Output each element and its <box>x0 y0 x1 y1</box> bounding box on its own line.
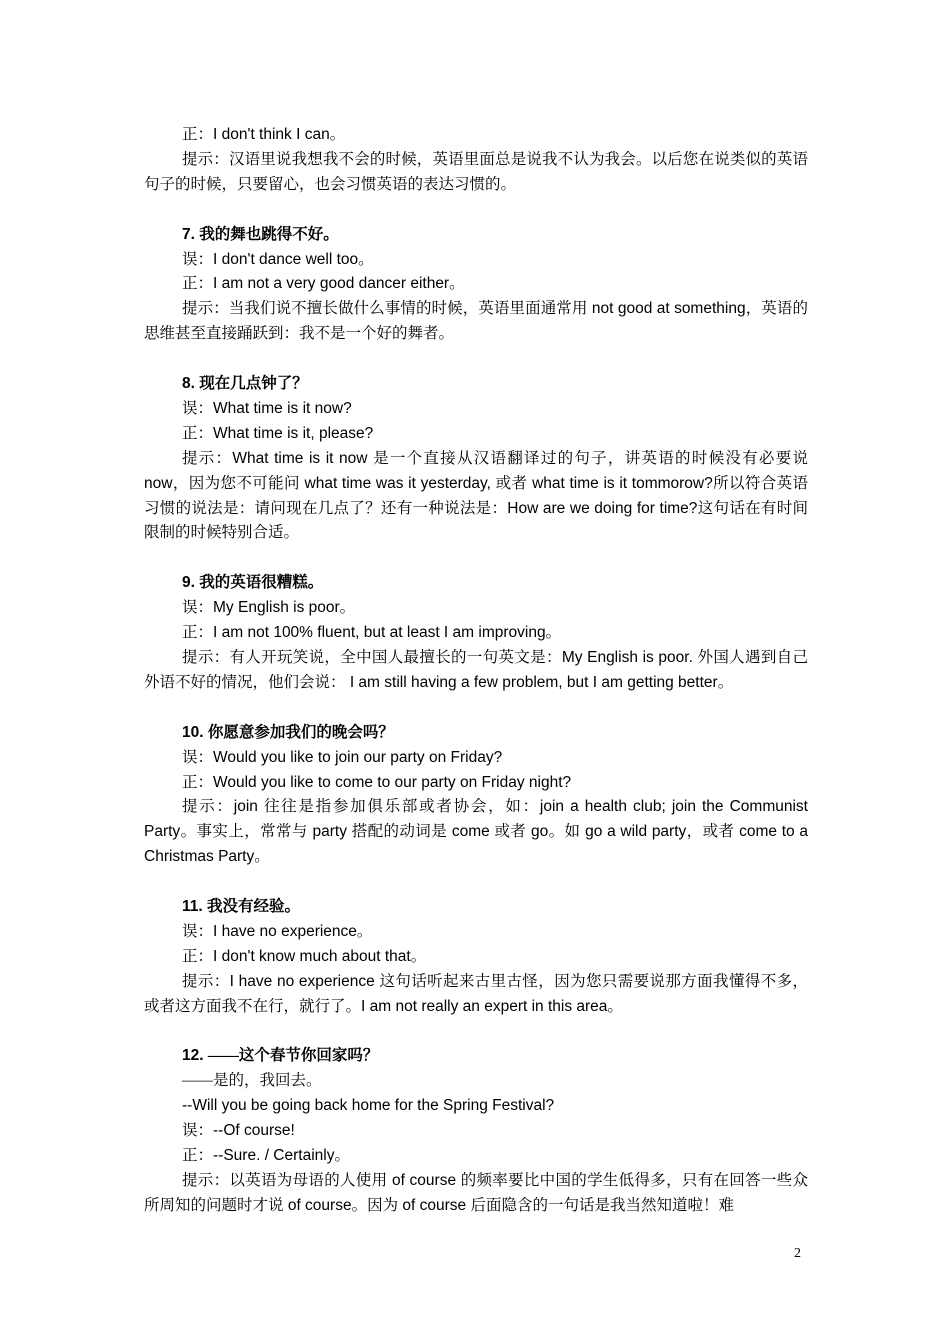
paragraph: 正：--Sure. / Certainly。 <box>182 1147 350 1165</box>
paragraph: 提示：What time is it now 是一个直接从汉语翻译过的句子，讲英语的时候没有必要说 now，因为您不可能问 what time was it yesterday, 或者 what time is it tommorow?所以符合英语习惯的说法是：请问现在几点了？还有一种说法是：How are we doing for time?这句话在有时间限制的时候特别合适。 <box>144 449 808 542</box>
paragraph: ——是的，我回去。 <box>182 1072 322 1090</box>
paragraph: 提示：当我们说不擅长做什么事情的时候，英语里面通常用 not good at something，英语的思维甚至直接踊跃到：我不是一个好的舞者。 <box>144 300 808 343</box>
paragraph: 正：What time is it, please? <box>182 424 374 442</box>
paragraph: 误：I don't dance well too。 <box>182 250 374 268</box>
paragraph: 误：--Of course! <box>182 1122 295 1140</box>
section-heading: 9. 我的英语很糟糕。 <box>182 574 324 592</box>
section-heading: 7. 我的舞也跳得不好。 <box>182 225 339 243</box>
paragraph: 正：I am not a very good dancer either。 <box>182 275 465 293</box>
paragraph: 正：I don't know much about that。 <box>182 947 427 965</box>
document-body <box>144 123 808 1219</box>
paragraph: 提示：以英语为母语的人使用 of course 的频率要比中国的学生低得多，只有在回答一些众所周知的问题时才说 of course。因为 of course 后面隐含的一句话是我当然知道啦！难 <box>144 1171 808 1214</box>
paragraph: 提示：有人开玩笑说，全中国人最擅长的一句英文是：My English is poor. 外国人遇到自己外语不好的情况，他们会说： I am still having a few problem, but I am getting better。 <box>144 648 808 691</box>
section-heading: 11. 我没有经验。 <box>182 898 301 916</box>
section-heading: 8. 现在几点钟了？ <box>182 375 308 393</box>
section-heading: 10. 你愿意参加我们的晚会吗？ <box>182 723 394 741</box>
paragraph: 提示：I have no experience 这句话听起来古里古怪，因为您只需要说那方面我懂得不多，或者这方面我不在行，就行了。I am not really an expert in this area。 <box>144 972 808 1015</box>
paragraph: 误：My English is poor。 <box>182 599 356 617</box>
paragraph: 误：What time is it now? <box>182 399 352 417</box>
paragraph: 误：Would you like to join our party on Friday? <box>182 748 503 766</box>
paragraph: 误：I have no experience。 <box>182 922 373 940</box>
paragraph: 提示：汉语里说我想我不会的时候，英语里面总是说我不认为我会。以后您在说类似的英语句子的时候，只要留心，也会习惯英语的表达习惯的。 <box>144 150 808 193</box>
page-number: 2 <box>794 1246 801 1261</box>
paragraph: --Will you be going back home for the Spring Festival? <box>182 1097 555 1115</box>
paragraph: 正：Would you like to come to our party on Friday night? <box>182 773 572 791</box>
section-heading: 12. ——这个春节你回家吗？ <box>182 1047 379 1065</box>
paragraph: 正：I don't think I can。 <box>182 126 346 143</box>
paragraph: 提示：join 往往是指参加俱乐部或者协会，如：join a health club; join the Communist Party。事实上，常常与 party 搭配的动词是 come 或者 go。如 go a wild party，或者 come to a Christmas Party。 <box>144 798 808 866</box>
paragraph: 正：I am not 100% fluent, but at least I am improving。 <box>182 624 562 642</box>
